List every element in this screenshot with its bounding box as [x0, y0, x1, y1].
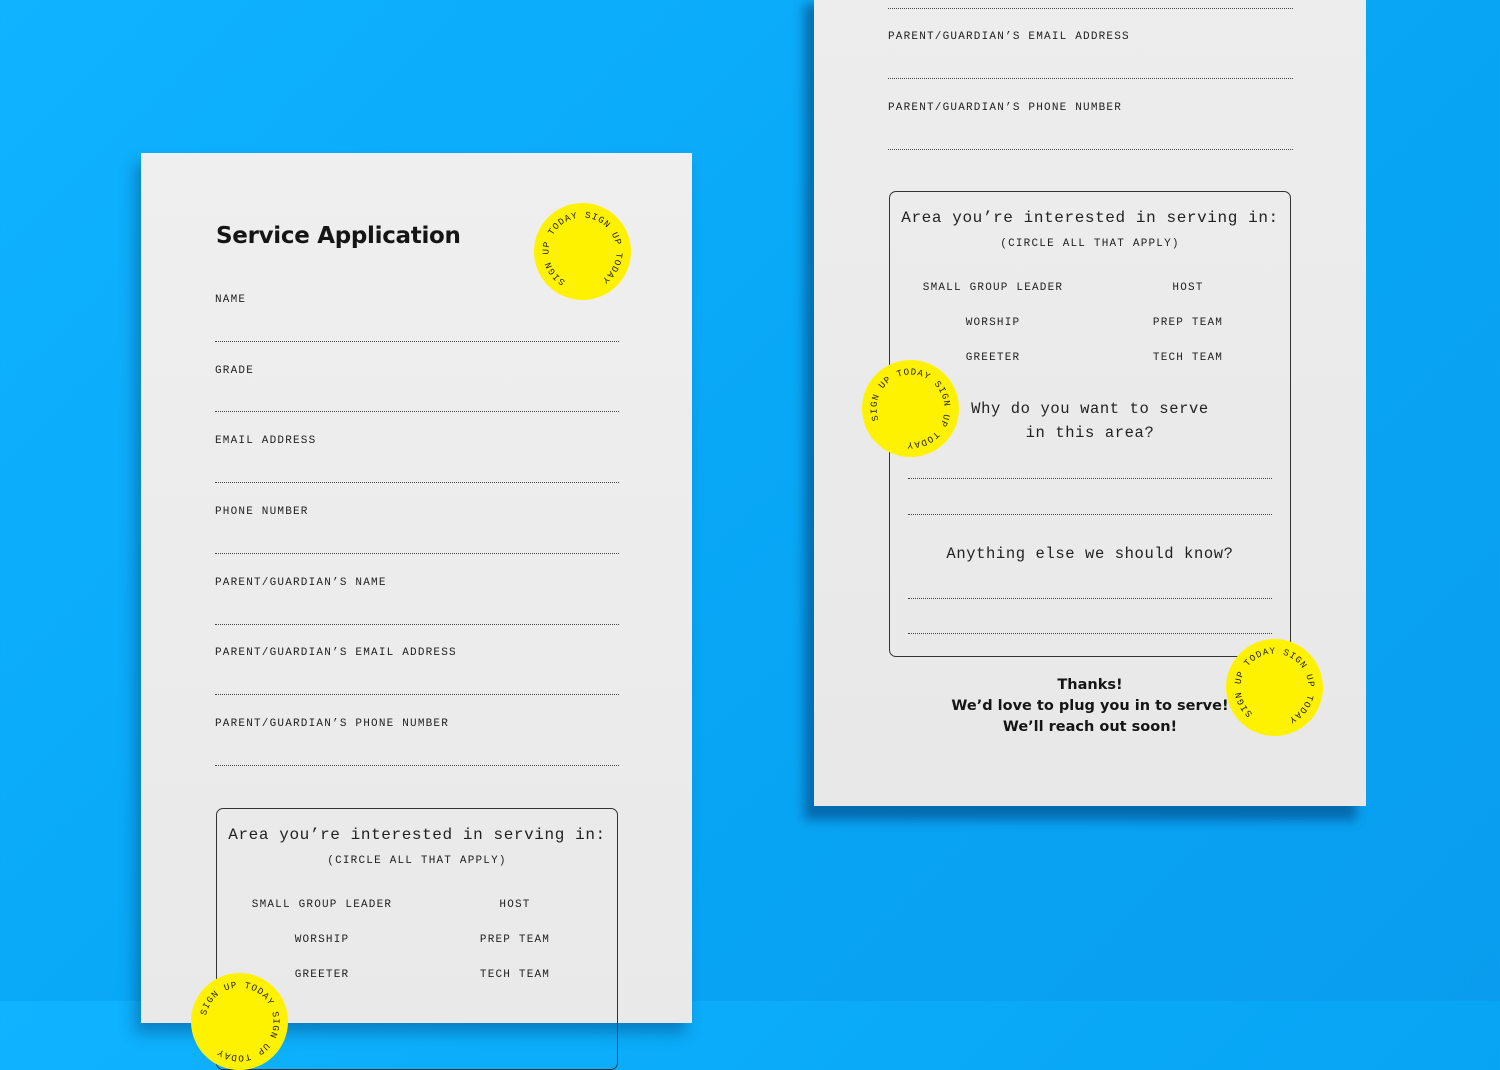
field-label-phone: PHONE NUMBER — [215, 506, 309, 518]
thanks-reach-out: We’ll reach out soon! — [1002, 719, 1178, 735]
field-line-guardian-name[interactable] — [888, 8, 1293, 9]
field-line-guardian-name[interactable] — [215, 624, 619, 625]
interest-area-subheading: (CIRCLE ALL THAT APPLY) — [327, 855, 507, 867]
service-application-sheet-back — [814, 0, 1366, 806]
interest-area-subheading: (CIRCLE ALL THAT APPLY) — [1000, 238, 1180, 250]
field-label-grade: GRADE — [215, 365, 255, 377]
option-prep-team[interactable]: PREP TEAM — [1152, 317, 1224, 329]
option-small-group-leader[interactable]: SMALL GROUP LEADER — [922, 282, 1064, 294]
field-label-name: NAME — [215, 294, 247, 306]
svg-text:SIGN UP TODAY SIGN UP TODAY — [191, 973, 288, 1070]
sign-up-sticker-corner — [1226, 639, 1323, 736]
answer-line-anything-else-2[interactable] — [908, 633, 1272, 634]
field-line-guardian-phone[interactable] — [215, 765, 619, 766]
field-label-email: EMAIL ADDRESS — [215, 435, 317, 447]
svg-text:SIGN UP TODAY SIGN UP TODAY — [534, 203, 631, 300]
field-label-guardian-email: PARENT/GUARDIAN’S EMAIL ADDRESS — [215, 647, 457, 659]
interest-area-heading: Area you’re interested in serving in: — [901, 209, 1279, 227]
option-greeter[interactable]: GREETER — [965, 352, 1021, 364]
sign-up-sticker-middle — [862, 360, 959, 457]
field-line-guardian-email[interactable] — [888, 78, 1293, 79]
option-tech-team[interactable]: TECH TEAM — [479, 969, 551, 981]
service-application-sheet — [141, 153, 692, 1064]
field-line-phone[interactable] — [215, 553, 619, 554]
option-worship[interactable]: WORSHIP — [965, 317, 1021, 329]
option-worship[interactable]: WORSHIP — [294, 934, 350, 946]
field-line-guardian-phone[interactable] — [888, 149, 1293, 150]
thanks-heading: Thanks! — [1057, 677, 1123, 693]
interest-area-heading: Area you’re interested in serving in: — [228, 826, 606, 844]
field-label-guardian-phone: PARENT/GUARDIAN’S PHONE NUMBER — [888, 102, 1123, 114]
field-label-guardian-phone: PARENT/GUARDIAN’S PHONE NUMBER — [215, 718, 450, 730]
svg-text:SIGN UP TODAY SIGN UP TODAY — [1226, 639, 1323, 736]
answer-line-why-serve-2[interactable] — [908, 514, 1272, 515]
svg-text:SIGN UP TODAY SIGN UP TODAY — [862, 360, 959, 457]
question-why-serve-line-2: in this area? — [1025, 424, 1155, 442]
option-small-group-leader[interactable]: SMALL GROUP LEADER — [251, 899, 393, 911]
sticker-ring-text: SIGN UP TODAY SIGN UP TODAY — [198, 979, 282, 1064]
form-title: Service Application — [216, 223, 461, 249]
field-line-email[interactable] — [215, 482, 619, 483]
field-line-name[interactable] — [215, 341, 619, 342]
field-label-guardian-email: PARENT/GUARDIAN’S EMAIL ADDRESS — [888, 31, 1130, 43]
answer-line-anything-else-1[interactable] — [908, 598, 1272, 599]
answer-line-why-serve-1[interactable] — [908, 478, 1272, 479]
thanks-message: We’d love to plug you in to serve! — [951, 698, 1229, 714]
field-label-guardian-name: PARENT/GUARDIAN’S NAME — [215, 577, 387, 589]
option-tech-team[interactable]: TECH TEAM — [1152, 352, 1224, 364]
sign-up-sticker-top — [534, 203, 631, 300]
sticker-ring-text: SIGN UP TODAY SIGN UP TODAY — [868, 366, 953, 451]
sign-up-sticker-bottom — [191, 973, 288, 1070]
field-line-guardian-email[interactable] — [215, 694, 619, 695]
question-why-serve-line-1: Why do you want to serve — [971, 400, 1209, 418]
field-line-grade[interactable] — [215, 411, 619, 412]
option-host[interactable]: HOST — [1172, 282, 1204, 294]
sticker-ring-text: SIGN UP TODAY SIGN UP TODAY — [540, 209, 625, 288]
question-anything-else: Anything else we should know? — [946, 545, 1234, 563]
sticker-ring-text: SIGN UP TODAY SIGN UP TODAY — [1232, 645, 1317, 726]
option-prep-team[interactable]: PREP TEAM — [479, 934, 551, 946]
option-greeter[interactable]: GREETER — [294, 969, 350, 981]
option-host[interactable]: HOST — [499, 899, 531, 911]
